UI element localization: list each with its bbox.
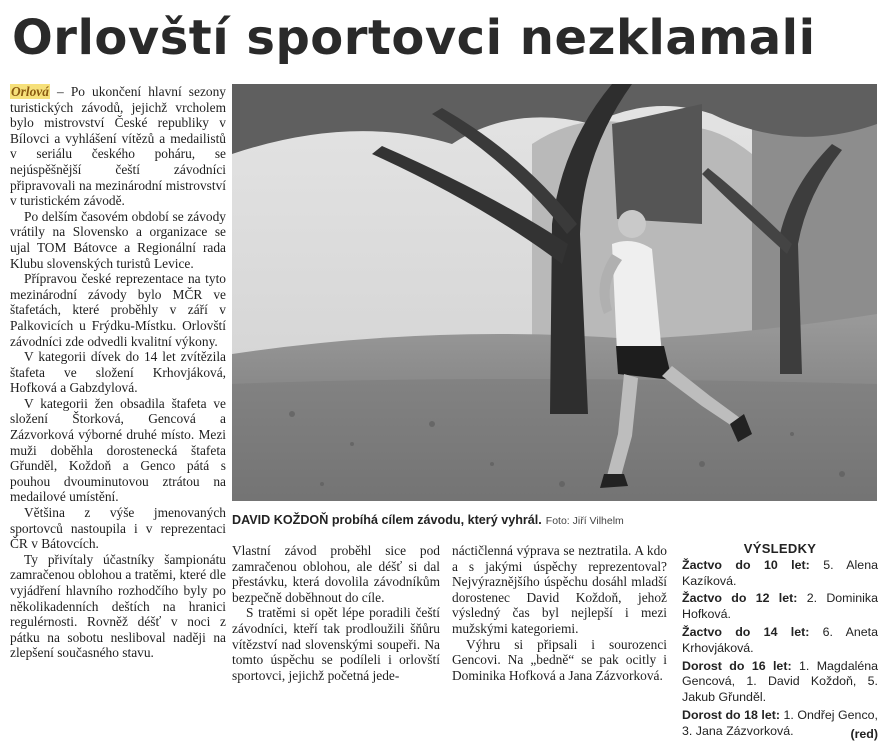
paragraph: Po delším časovém období se závody vrátily na Slovensko a organizace se ujal TOM Bátovce a Regionální rada Klubu slovenských turistů Levice. — [10, 208, 226, 271]
result-item — [682, 625, 878, 657]
paragraph: Většina z výše jmenovaných sportovců nastoupila i v reprezentaci ČR v Bátovcích. — [10, 505, 226, 552]
news-photo — [232, 84, 877, 501]
paragraph: V kategorii dívek do 14 let zvítězila štafeta ve složení Krhovjáková, Hofková a Gabzdylová. — [10, 349, 226, 396]
result-item — [682, 591, 878, 623]
caption-name: DAVID KOŽDOŇ — [232, 513, 329, 527]
runner-in-park-photo — [232, 84, 877, 501]
result-text: 2. Dominika Hofková. — [682, 591, 878, 622]
result-item — [682, 558, 878, 590]
dateline: Orlová — [11, 84, 49, 99]
paragraph: náctičlenná výprava se neztratila. A kdo a s jakými úspěchy reprezentoval? Nejvýraznějšího úspěchu dosáhl mladší dorostenec David Koždoň, jehož výsledný čas byl nejlepší i mezi mužskými kategoriemi. — [452, 543, 667, 636]
paragraph: Přípravou české reprezentace na tyto mezinárodní závody bylo MČR ve štafetách, které proběhly v září v Palkovicích u Frýdku-Místku. Orlovští závodníci zde odvedli kvalitní výkony. — [10, 271, 226, 349]
result-text: 6. Aneta Krhovjáková. — [682, 624, 878, 655]
paragraph: S tratěmi si opět lépe poradili čeští závodníci, kteří tak prodloužili šňůru vítězství nad slovenskými soupeři. Na tomto úspěchu se podíleli i orlovští sportovci, jejichž početná jede- — [232, 605, 440, 683]
result-category: Žactvo do 10 let: — [682, 557, 810, 572]
results-title: VÝSLEDKY — [743, 541, 817, 556]
result-category: Žactvo do 12 let: — [682, 591, 798, 606]
result-text: 5. Alena Kazíková. — [682, 557, 878, 588]
article-column-2 — [232, 543, 440, 683]
article-column-1 — [10, 84, 226, 661]
photo-credit: Foto: Jiří Vilhelm — [545, 515, 624, 527]
result-category: Dorost do 16 let: — [682, 658, 792, 673]
paragraph: Ty přivítaly účastníky šampionátu zamračenou oblohou a tratěmi, které dle vyjádření hlavního rozhodčího byly po několikadenních deštích na hranici regulérnosti. Rovněž déšť v noci z pátku na sobotu nesliboval naději na zlepšení současného stavu. — [10, 551, 226, 661]
paragraph: V kategorii žen obsadila štafeta ve složení Štorková, Gencová a Zázvorková výborné druhé místo. Mezi muži doběhla dorostenecká štafeta Gřunděl, Koždoň a Genco pátá s pouhou dvouminutovou ztrátou na medailové umístění. — [10, 395, 226, 505]
paragraph: Vlastní závod proběhl sice pod zamračenou oblohou, ale déšť si dal přestávku, která dovolila závodníkům bezpečně doběhnout do cíle. — [232, 543, 440, 605]
paragraph: Výhru si připsali i sourozenci Gencovi. Na „bedně“ se pak ocitly i Dominika Hofková a Jana Zázvorková. — [452, 636, 667, 683]
result-category: Žactvo do 14 let: — [682, 624, 810, 639]
result-text: 1. Magdaléna Gencová, 1. David Koždoň, 5. Jakub Gřunděl. — [682, 658, 879, 705]
result-text: 1. Ondřej Genco, 3. Jana Zázvorková. — [682, 707, 878, 738]
headline: Orlovští sportovci nezklamali — [12, 10, 816, 66]
caption-text: probíhá cílem závodu, který vyhrál. — [328, 513, 542, 527]
paragraph-text: – Po ukončení hlavní sezony turistických závodů, jejichž vrcholem bylo mistrovství České republiky v Bílovci a vyhlášení vítězů a medailistů v seriálu českého poháru, se nejúspěšnější čeští závodníci připravovali na mezinárodní mistrovství v turistickém závodě. — [10, 84, 226, 209]
result-item — [682, 659, 878, 706]
paragraph — [10, 84, 226, 209]
photo-caption — [232, 512, 877, 529]
results-box — [682, 541, 878, 742]
result-category: Dorost do 18 let: — [682, 707, 780, 722]
article-column-3 — [452, 543, 667, 683]
editor-signature: (red) — [850, 726, 878, 741]
